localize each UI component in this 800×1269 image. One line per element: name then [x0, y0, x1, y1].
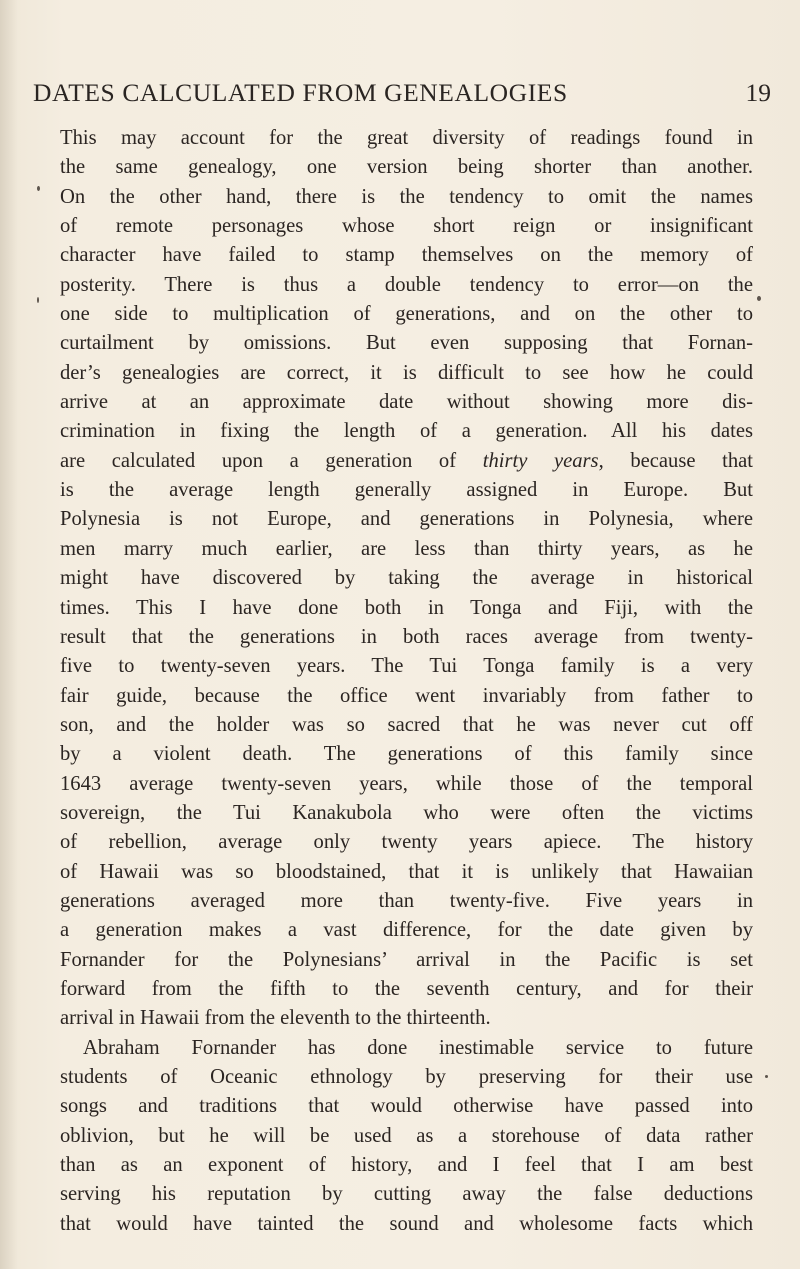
text-line: of rebellion, average only twenty years apiece. The history — [60, 831, 753, 854]
text-line: character have failed to stamp themselves on the memory of — [60, 244, 753, 267]
text-line: is the average length generally assigned in Europe. But — [60, 479, 753, 502]
text-line: On the other hand, there is the tendency to omit the names — [60, 185, 753, 208]
running-head: DATES CALCULATED FROM GENEALOGIES — [33, 78, 568, 107]
text-segment: , because that — [598, 449, 753, 472]
text-line: generations averaged more than twenty-five. Five years in — [60, 889, 753, 912]
text-line: five to twenty-seven years. The Tui Tonga family is a very — [60, 655, 753, 678]
paragraph-1 — [60, 124, 753, 1034]
text-line: the same genealogy, one version being shorter than another. — [60, 156, 753, 179]
text-line: posterity. There is thus a double tendency to error—on the — [60, 273, 753, 296]
page-gutter-shadow — [0, 0, 18, 1269]
text-line: curtailment by omissions. But even supposing that Fornan- — [60, 332, 753, 355]
text-line: of remote personages whose short reign or insignificant — [60, 215, 753, 238]
text-line: times. This I have done both in Tonga and Fiji, with the — [60, 596, 753, 619]
text-line: might have discovered by taking the average in historical — [60, 567, 753, 590]
text-line: 1643 average twenty-seven years, while those of the temporal — [60, 772, 753, 795]
text-line-with-italic — [60, 447, 753, 476]
text-line: crimination in fixing the length of a generation. All his dates — [60, 420, 753, 443]
text-line: men marry much earlier, are less than thirty years, as he — [60, 537, 753, 560]
text-line: one side to multiplication of generations, and on the other to — [60, 303, 753, 326]
text-line: arrive at an approximate date without showing more dis- — [60, 391, 753, 414]
italic-phrase: thirty years — [482, 449, 599, 472]
text-line: der’s genealogies are correct, it is difficult to see how he could — [60, 361, 753, 384]
text-line: than as an exponent of history, and I feel that I am best — [60, 1154, 753, 1177]
text-line: result that the generations in both races average from twenty- — [60, 625, 753, 648]
text-segment: are calculated upon a generation of — [60, 449, 483, 472]
page-header — [33, 78, 771, 118]
text-line: oblivion, but he will be used as a storehouse of data rather — [60, 1124, 753, 1147]
paper-speck — [37, 186, 40, 191]
paragraph-2 — [60, 1034, 753, 1239]
text-line: son, and the holder was so sacred that he was never cut off — [60, 713, 753, 736]
text-line: serving his reputation by cutting away the false deductions — [60, 1183, 753, 1206]
text-line: forward from the fifth to the seventh century, and for their — [60, 977, 753, 1000]
text-line: that would have tainted the sound and wholesome facts which — [60, 1212, 753, 1235]
text-line: of Hawaii was so bloodstained, that it is unlikely that Hawaiian — [60, 860, 753, 883]
paper-speck — [765, 1075, 768, 1078]
text-line: arrival in Hawaii from the eleventh to the thirteenth. — [60, 1007, 491, 1030]
paper-speck — [757, 296, 761, 301]
page-number: 19 — [745, 78, 771, 107]
text-line: fair guide, because the office went invariably from father to — [60, 684, 753, 707]
text-line: by a violent death. The generations of this family since — [60, 743, 753, 766]
text-line: Fornander for the Polynesians’ arrival in the Pacific is set — [60, 948, 753, 971]
text-line: songs and traditions that would otherwise have passed into — [60, 1095, 753, 1118]
paper-speck — [37, 297, 39, 303]
text-line: students of Oceanic ethnology by preserving for their use — [60, 1066, 753, 1088]
text-line: Polynesia is not Europe, and generations in Polynesia, where — [60, 508, 753, 531]
body-text — [60, 124, 753, 1239]
text-line: sovereign, the Tui Kanakubola who were often the victims — [60, 801, 753, 824]
text-line: a generation makes a vast difference, for the date given by — [60, 919, 753, 942]
text-line: This may account for the great diversity of readings found in — [60, 127, 753, 149]
text-line: Abraham Fornander has done inestimable service to future — [83, 1036, 753, 1059]
